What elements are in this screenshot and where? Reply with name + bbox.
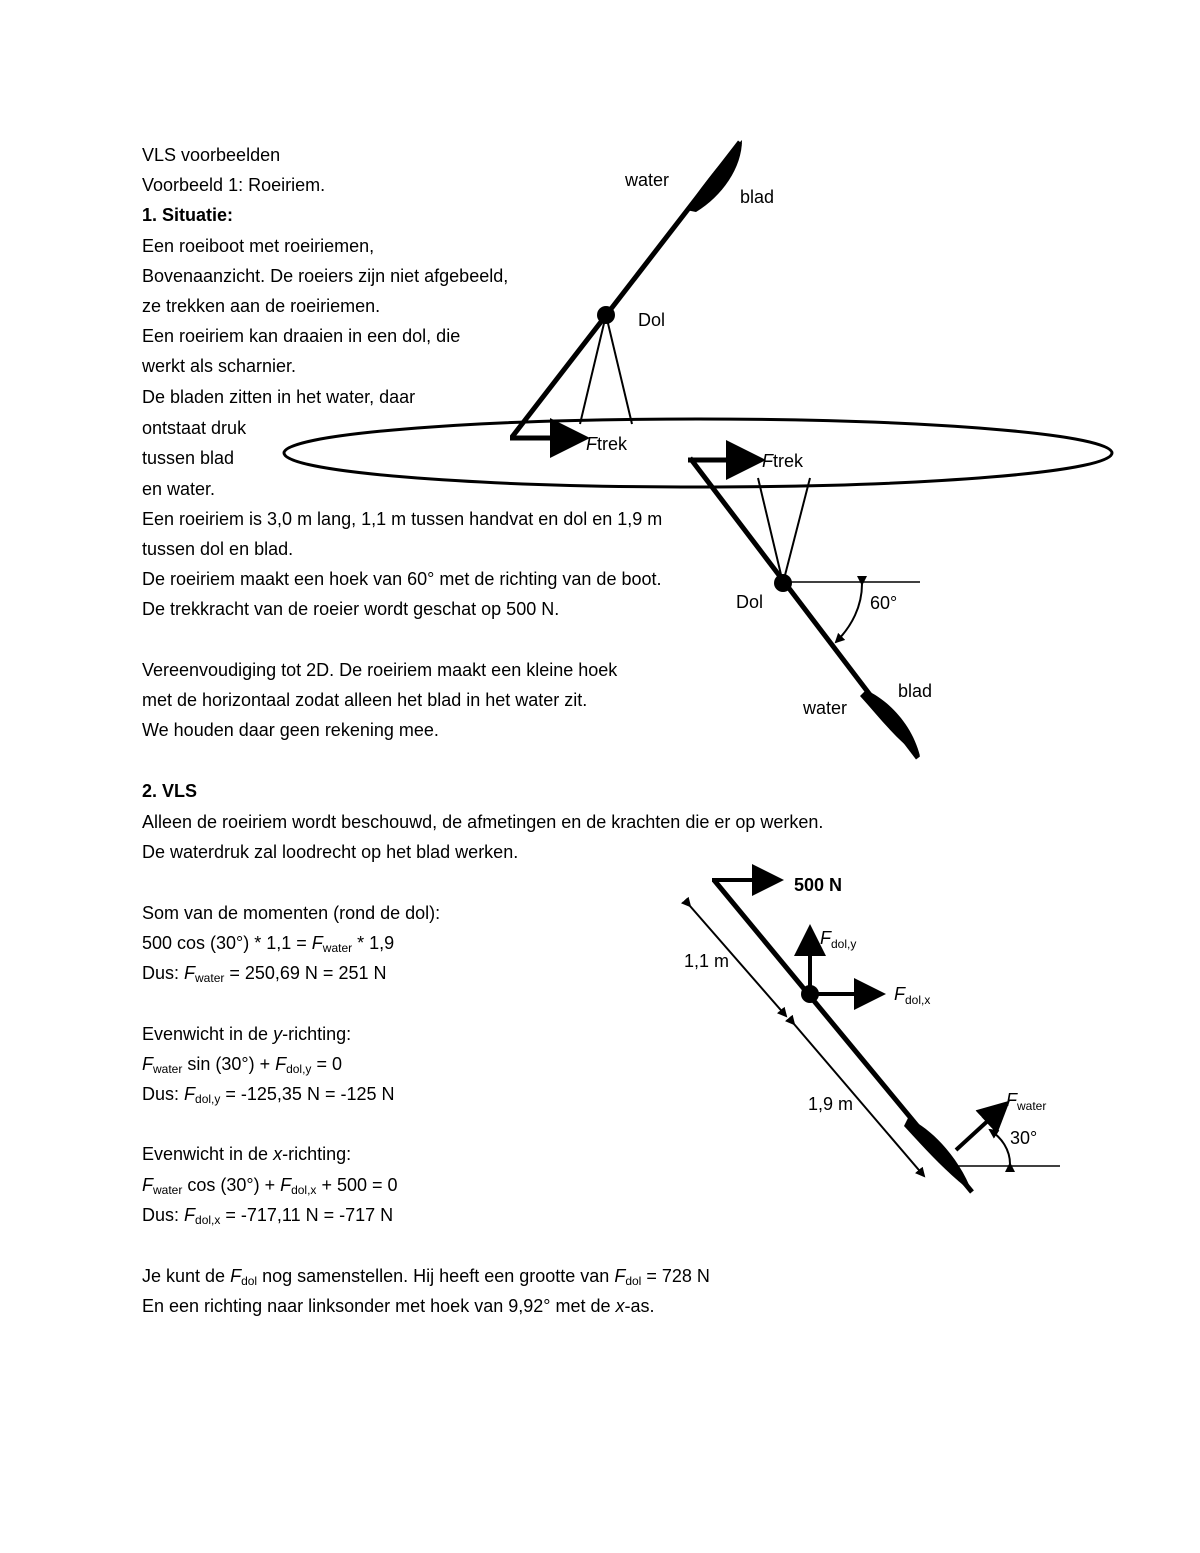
situation-line-6: De bladen zitten in het water, daar	[142, 387, 416, 407]
label-angle-30: 30°	[1010, 1128, 1038, 1148]
situation-line-8: tussen blad	[142, 448, 235, 468]
section-2-heading: 2. VLS	[142, 781, 198, 801]
x-equilibrium-equation: $F_{water}$ $\cos (30^\circ) + F_{dol,x} + 500 = 0$	[142, 1175, 398, 1197]
y-equilibrium-heading: Evenwicht in de y-richting:	[142, 1024, 352, 1044]
label-ftrek-right: Ftrek	[762, 451, 804, 471]
situation-line-4: Een roeiriem kan draaien in een dol, die	[142, 326, 461, 346]
label-water-top: water	[625, 170, 670, 190]
situation-line-10: Een roeiriem is 3,0 m lang, 1,1 m tussen handvat en dol en 1,9 m	[142, 509, 663, 529]
label-angle-60: 60°	[870, 593, 898, 613]
situation-line-3: ze trekken aan de roeiriemen.	[142, 296, 381, 316]
label-ftrek-left: Ftrek	[586, 434, 628, 454]
x-equilibrium-result: Dus: $F_{dol,x} = -717,11$ N = -717 N	[142, 1205, 394, 1227]
situation-line-1: Een roeiboot met roeiriemen,	[142, 236, 375, 256]
label-500n: 500 N	[794, 875, 843, 895]
fbd-blade	[904, 1118, 972, 1192]
situation-line-5: werkt als scharnier.	[142, 356, 297, 376]
section-1-heading: 1. Situatie:	[142, 205, 234, 225]
simplification-line-1: Vereenvoudiging tot 2D. De roeiriem maakt een kleine hoek	[142, 660, 618, 680]
situation-line-2: Bovenaanzicht. De roeiers zijn niet afgebeeld,	[142, 266, 509, 286]
simplification-line-2: met de horizontaal zodat alleen het blad in het water zit.	[142, 690, 588, 710]
situation-line-9: en water.	[142, 479, 216, 499]
label-dol-bottom: Dol	[736, 592, 764, 612]
label-fdol-x: $F_{dol,x}$	[894, 984, 931, 1007]
x-equilibrium-heading: Evenwicht in de x-richting:	[142, 1144, 352, 1164]
situation-line-13: De trekkracht van de roeier wordt geschat op 500 N.	[142, 599, 560, 619]
situation-line-11: tussen dol en blad.	[142, 539, 294, 559]
label-fdol-y: $F_{dol,y}$	[820, 928, 857, 951]
situation-line-12: De roeiriem maakt een hoek van 60° met de richting van de boot.	[142, 569, 662, 589]
fbd-force-water	[956, 1106, 1004, 1150]
vls-line-2: De waterdruk zal loodrecht op het blad werken.	[142, 842, 519, 862]
situation-line-7: ontstaat druk	[142, 418, 247, 438]
label-length-1-1: 1,1 m	[684, 951, 730, 971]
label-length-1-9: 1,9 m	[808, 1094, 854, 1114]
label-water-bottom: water	[803, 698, 848, 718]
y-equilibrium-result: Dus: $F_{dol,y} = -125,35$ N = -125 N	[142, 1084, 395, 1106]
moment-result: Dus: $F_{water} = 250,69$ N = 251 N	[142, 963, 387, 985]
example-heading: Voorbeeld 1: Roeiriem.	[142, 175, 326, 195]
simplification-line-3: We houden daar geen rekening mee.	[142, 720, 439, 740]
label-fwater: $F_{water}$	[1006, 1090, 1047, 1113]
label-dol-top: Dol	[638, 310, 666, 330]
document-title: VLS voorbeelden	[142, 145, 281, 165]
y-equilibrium-equation: $F_{water}$ $\sin (30^\circ) + F_{dol,y} = 0$	[142, 1054, 342, 1076]
vls-line-1: Alleen de roeiriem wordt beschouwd, de afmetingen en de krachten die er op werken.	[142, 812, 824, 832]
moment-equation: 500 $\cos (30^\circ) * 1,1 = F_{water} * 1,9$	[142, 933, 395, 955]
conclusion-line-2: En een richting naar linksonder met hoek van 9,92° met de x-as.	[142, 1296, 655, 1316]
conclusion-line-1: Je kunt de $F_{dol}$ nog samenstellen. Hij heeft een grootte van $F_{dol} = 728$ N	[142, 1266, 710, 1288]
label-blad-bottom: blad	[898, 681, 933, 701]
moment-heading: Som van de momenten (rond de dol):	[142, 903, 441, 923]
fbd-angle-30-arc	[990, 1130, 1010, 1164]
label-blad-top: blad	[740, 187, 775, 207]
